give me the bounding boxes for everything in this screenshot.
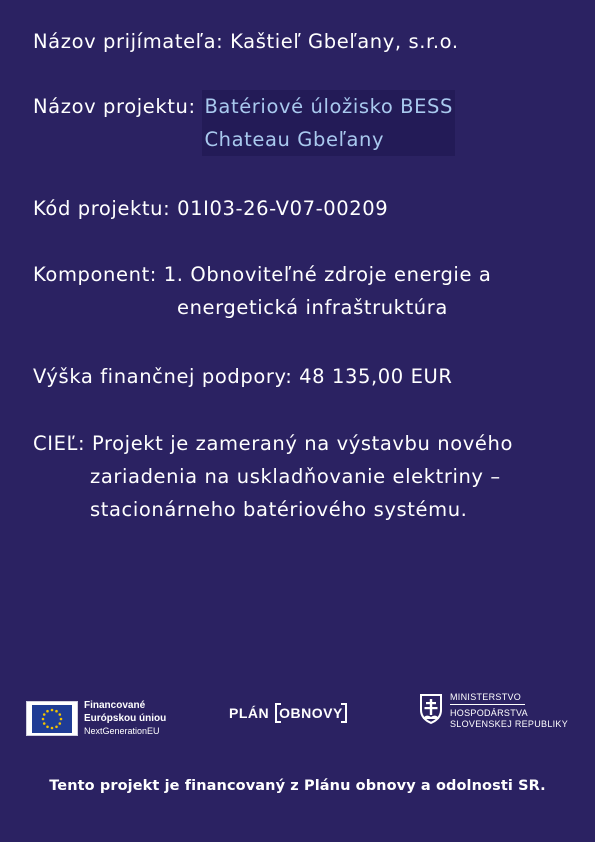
slovak-coat-of-arms-icon bbox=[418, 692, 444, 726]
ministry-logo bbox=[418, 692, 568, 730]
plan-obnovy-logo bbox=[229, 705, 347, 721]
eu-flag-icon bbox=[26, 701, 78, 736]
project-code-value: 01I03-26-V07-00209 bbox=[177, 197, 389, 220]
project-name-value bbox=[202, 90, 455, 156]
component-line-1: 1. Obnoviteľné zdroje energie a bbox=[163, 263, 492, 286]
logo-strip bbox=[0, 692, 595, 742]
recipient-label: Názov prijímateľa: bbox=[33, 30, 224, 53]
project-code-label: Kód projektu: bbox=[33, 197, 171, 220]
project-name-field bbox=[33, 90, 455, 156]
goal-line-1: Projekt je zameraný na výstavbu nového bbox=[91, 432, 514, 455]
funding-footer: Tento projekt je financovaný z Plánu obnovy a odolnosti SR. bbox=[49, 778, 546, 794]
project-name-label: Názov projektu: bbox=[33, 95, 196, 118]
eu-funding-text bbox=[84, 699, 166, 738]
plan-obnovy-word-2: OBNOVY bbox=[275, 705, 347, 721]
recipient-value: Kaštieľ Gbeľany, s.r.o. bbox=[230, 30, 459, 53]
project-name-line-2: Chateau Gbeľany bbox=[202, 123, 455, 156]
component-label: Komponent: bbox=[33, 263, 157, 286]
eu-funding-line-1: Financované bbox=[84, 700, 146, 711]
ministry-line-2: HOSPODÁRSTVA bbox=[450, 708, 528, 718]
component-field bbox=[33, 258, 491, 324]
plan-obnovy-word-1: PLÁN bbox=[229, 705, 270, 721]
goal-field bbox=[33, 427, 513, 526]
goal-label: CIEĽ: bbox=[33, 432, 86, 455]
eu-funding-logo bbox=[26, 699, 166, 738]
ministry-line-1: MINISTERSTVO bbox=[450, 692, 525, 705]
financial-support-value: 48 135,00 EUR bbox=[299, 365, 453, 388]
eu-funding-line-2: Európskou úniou bbox=[84, 713, 167, 724]
goal-line-3: stacionárneho batériového systému. bbox=[90, 498, 468, 521]
recipient-field bbox=[33, 25, 459, 58]
goal-line-2: zariadenia na uskladňovanie elektriny – bbox=[90, 465, 501, 488]
financial-support-label: Výška finančnej podpory: bbox=[33, 365, 293, 388]
project-code-field bbox=[33, 192, 388, 225]
project-name-line-1: Batériové úložisko BESS bbox=[202, 90, 455, 123]
component-line-2: energetická infraštruktúra bbox=[177, 296, 448, 319]
eu-funding-line-3: NextGenerationEU bbox=[84, 726, 160, 736]
ministry-line-3: SLOVENSKEJ REPUBLIKY bbox=[450, 719, 569, 729]
ministry-text bbox=[450, 692, 568, 730]
financial-support-field bbox=[33, 360, 453, 393]
